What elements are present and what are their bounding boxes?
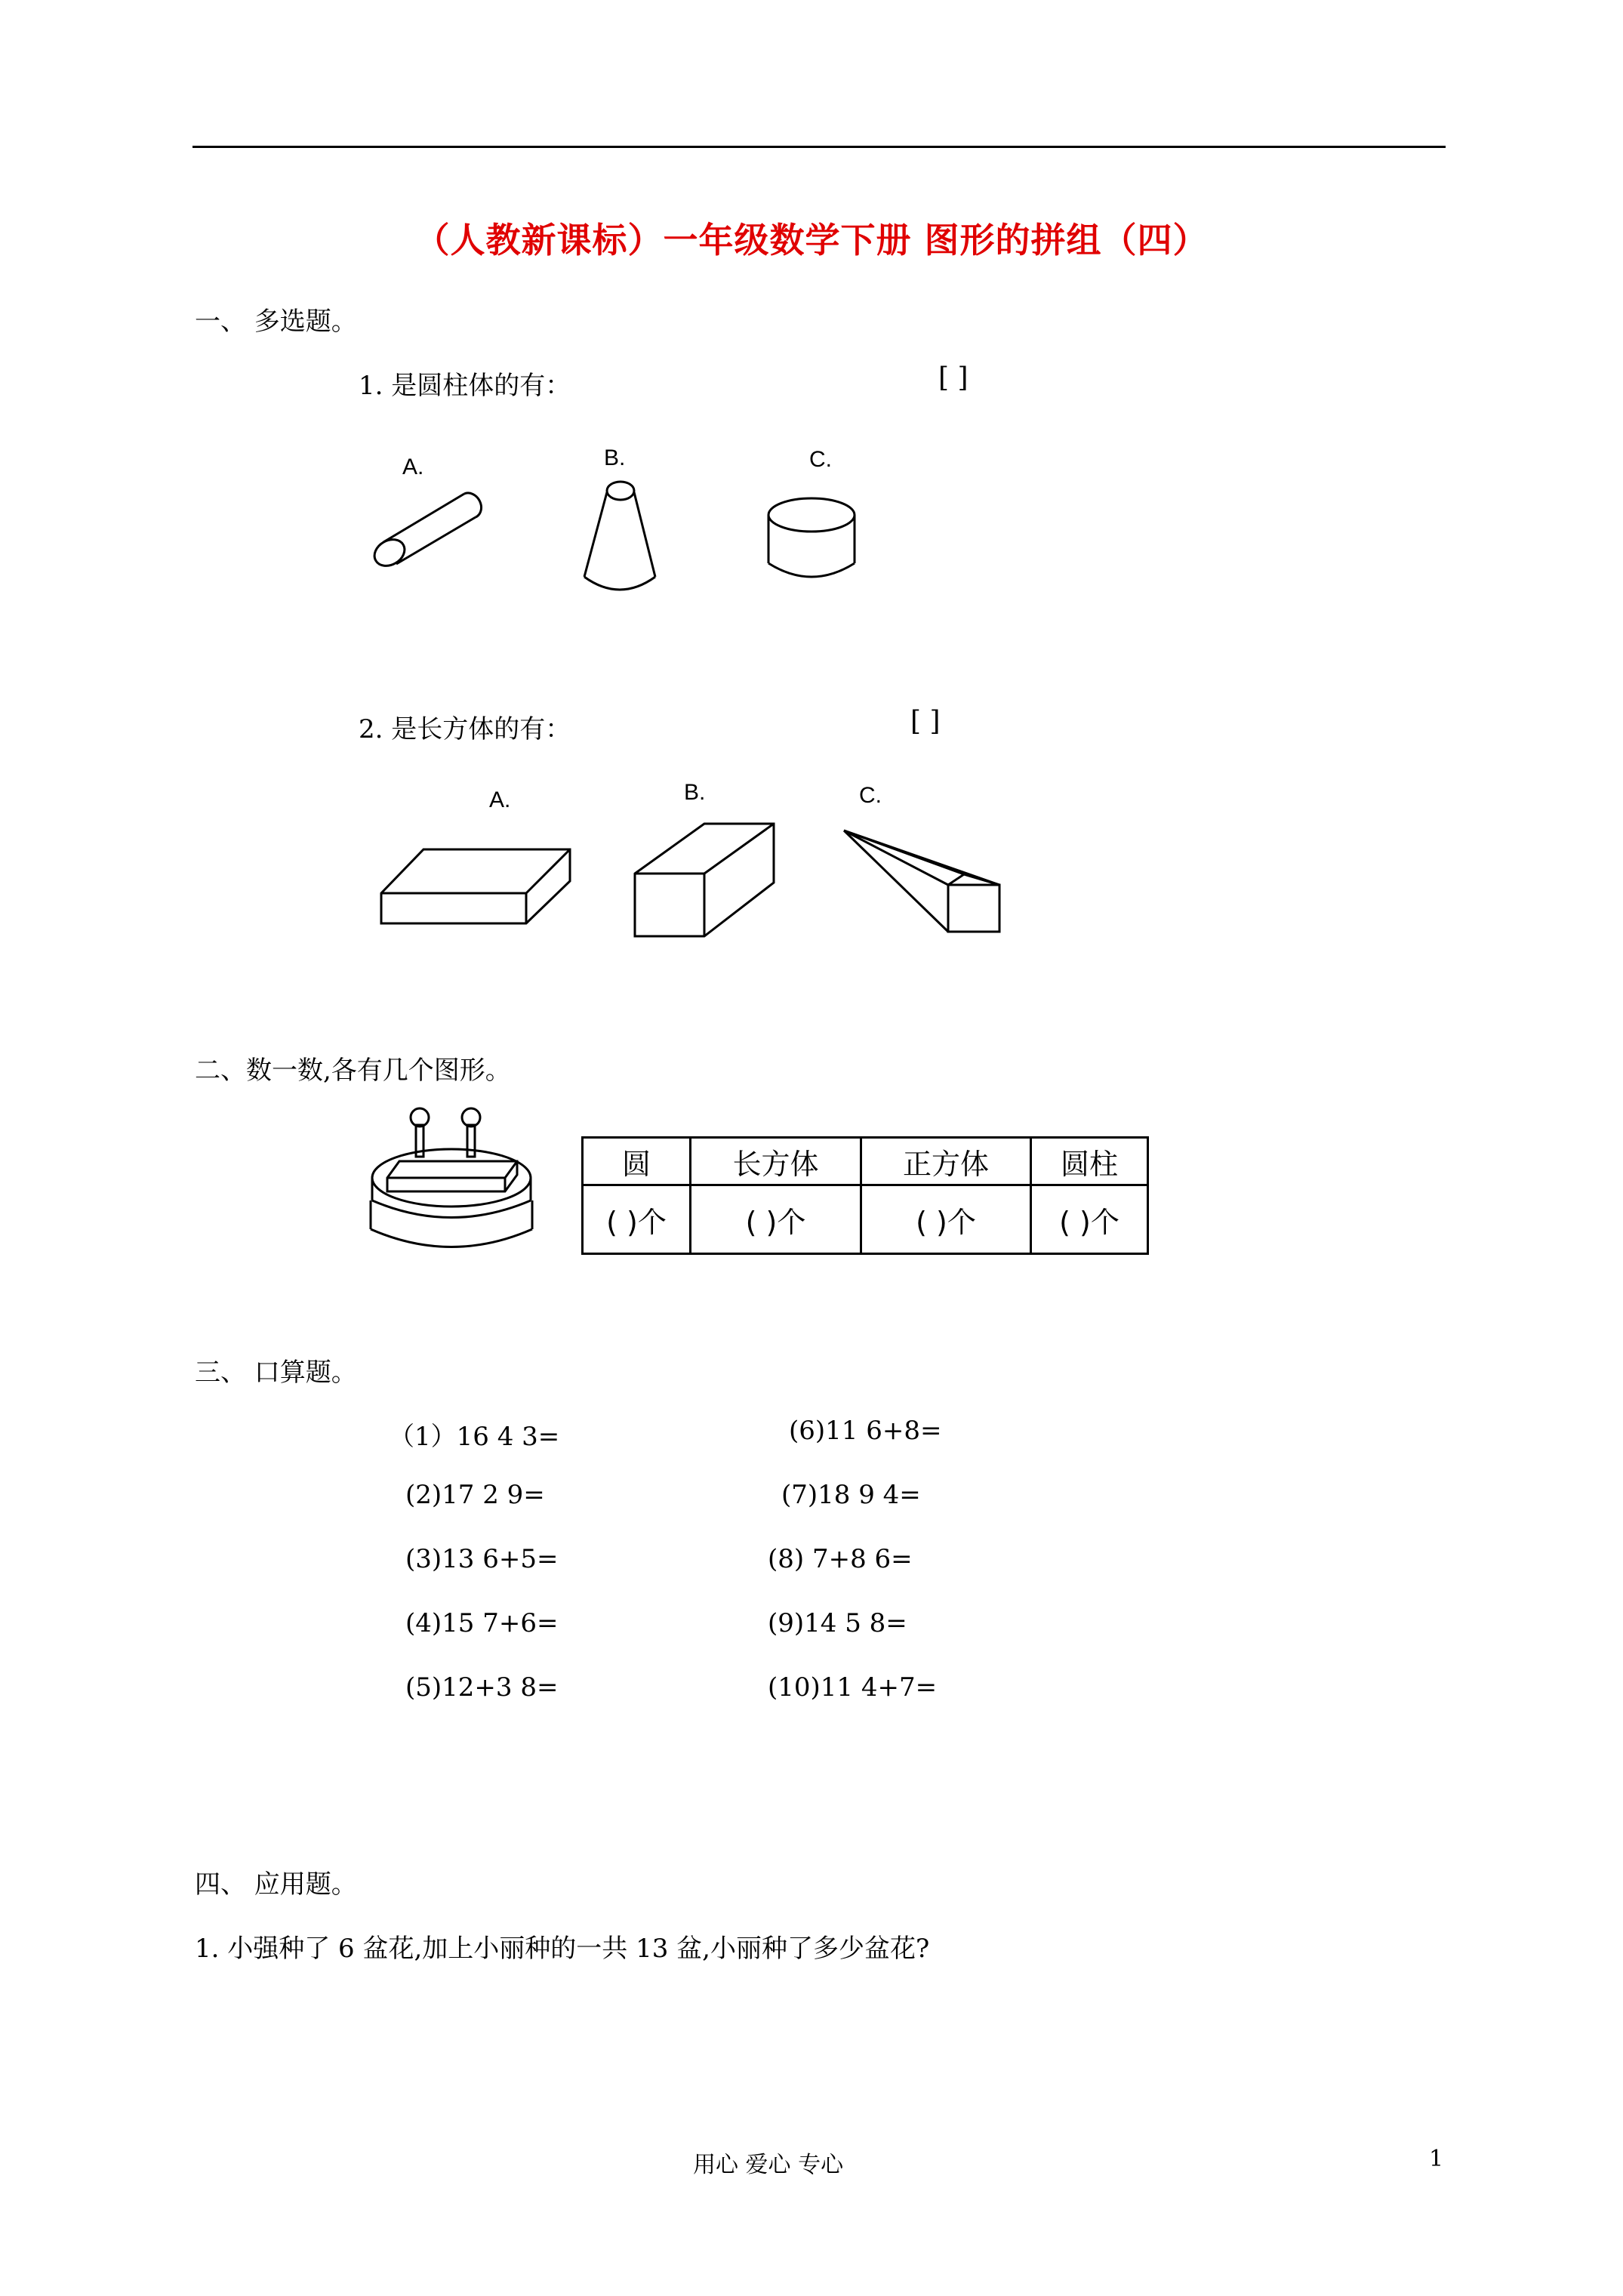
count-cube-cell[interactable]: ( )个	[861, 1185, 1031, 1254]
footer-motto: 用心 爱心 专心	[693, 2152, 844, 2178]
section-1-heading: 一、 多选题。	[195, 307, 357, 337]
header-cylinder: 圆柱	[1031, 1138, 1148, 1185]
q2-option-b-label: B.	[684, 780, 706, 805]
calc-item-2: (2)17 2 9=	[405, 1480, 545, 1510]
q2-text: 2. 是长方体的有：	[359, 714, 571, 744]
header-cube: 正方体	[861, 1138, 1031, 1185]
section-4-heading: 四、 应用题。	[195, 1869, 357, 1900]
header-cuboid: 长方体	[691, 1138, 861, 1185]
q2-option-c-label: C.	[859, 783, 882, 808]
calc-item-1: （1）16 4 3=	[389, 1422, 560, 1452]
lying-cylinder-figure	[362, 483, 498, 581]
q1-option-a-label: A.	[402, 455, 424, 479]
pyramid-figure	[839, 823, 1006, 940]
shape-count-table	[581, 1136, 1149, 1255]
page-title: （人教新课标）一年级数学下册 图形的拼组（四）	[414, 220, 1209, 260]
calc-item-5: (5)12+3 8=	[405, 1672, 559, 1703]
section-3-heading: 三、 口算题。	[195, 1358, 357, 1388]
page-number: 1	[1429, 2146, 1444, 2172]
q2-answer-bracket[interactable]: [ ]	[910, 706, 941, 737]
q1-option-c-label: C.	[809, 447, 832, 472]
count-cylinder-cell[interactable]: ( )个	[1031, 1185, 1148, 1254]
calc-item-4: (4)15 7+6=	[405, 1608, 559, 1638]
calc-item-7: (7)18 9 4=	[781, 1480, 921, 1510]
cone-figure	[574, 476, 664, 604]
q1-text: 1. 是圆柱体的有：	[359, 371, 571, 401]
header-circle: 圆	[583, 1138, 691, 1185]
cuboid-figure	[630, 819, 781, 944]
short-cylinder-figure	[762, 491, 868, 589]
header-rule	[192, 146, 1446, 148]
word-problem-1: 1. 小强种了 6 盆花,加上小丽种的一共 13 盆,小丽种了多少盆花?	[195, 1934, 930, 1964]
flat-cuboid-figure	[374, 842, 577, 929]
q1-option-b-label: B.	[604, 445, 626, 470]
q2-option-a-label: A.	[489, 787, 511, 812]
calc-item-3: (3)13 6+5=	[405, 1544, 559, 1574]
count-circle-cell[interactable]: ( )个	[583, 1185, 691, 1254]
count-cuboid-cell[interactable]: ( )个	[691, 1185, 861, 1254]
combined-solid-figure	[365, 1102, 538, 1261]
calc-item-9: (9)14 5 8=	[768, 1608, 907, 1638]
calc-item-10: (10)11 4+7=	[768, 1672, 938, 1703]
q1-answer-bracket[interactable]: [ ]	[938, 362, 969, 393]
calc-item-8: (8) 7+8 6=	[768, 1544, 913, 1574]
section-2-heading: 二、数一数,各有几个图形。	[195, 1056, 511, 1086]
calc-item-6: (6)11 6+8=	[789, 1416, 942, 1446]
